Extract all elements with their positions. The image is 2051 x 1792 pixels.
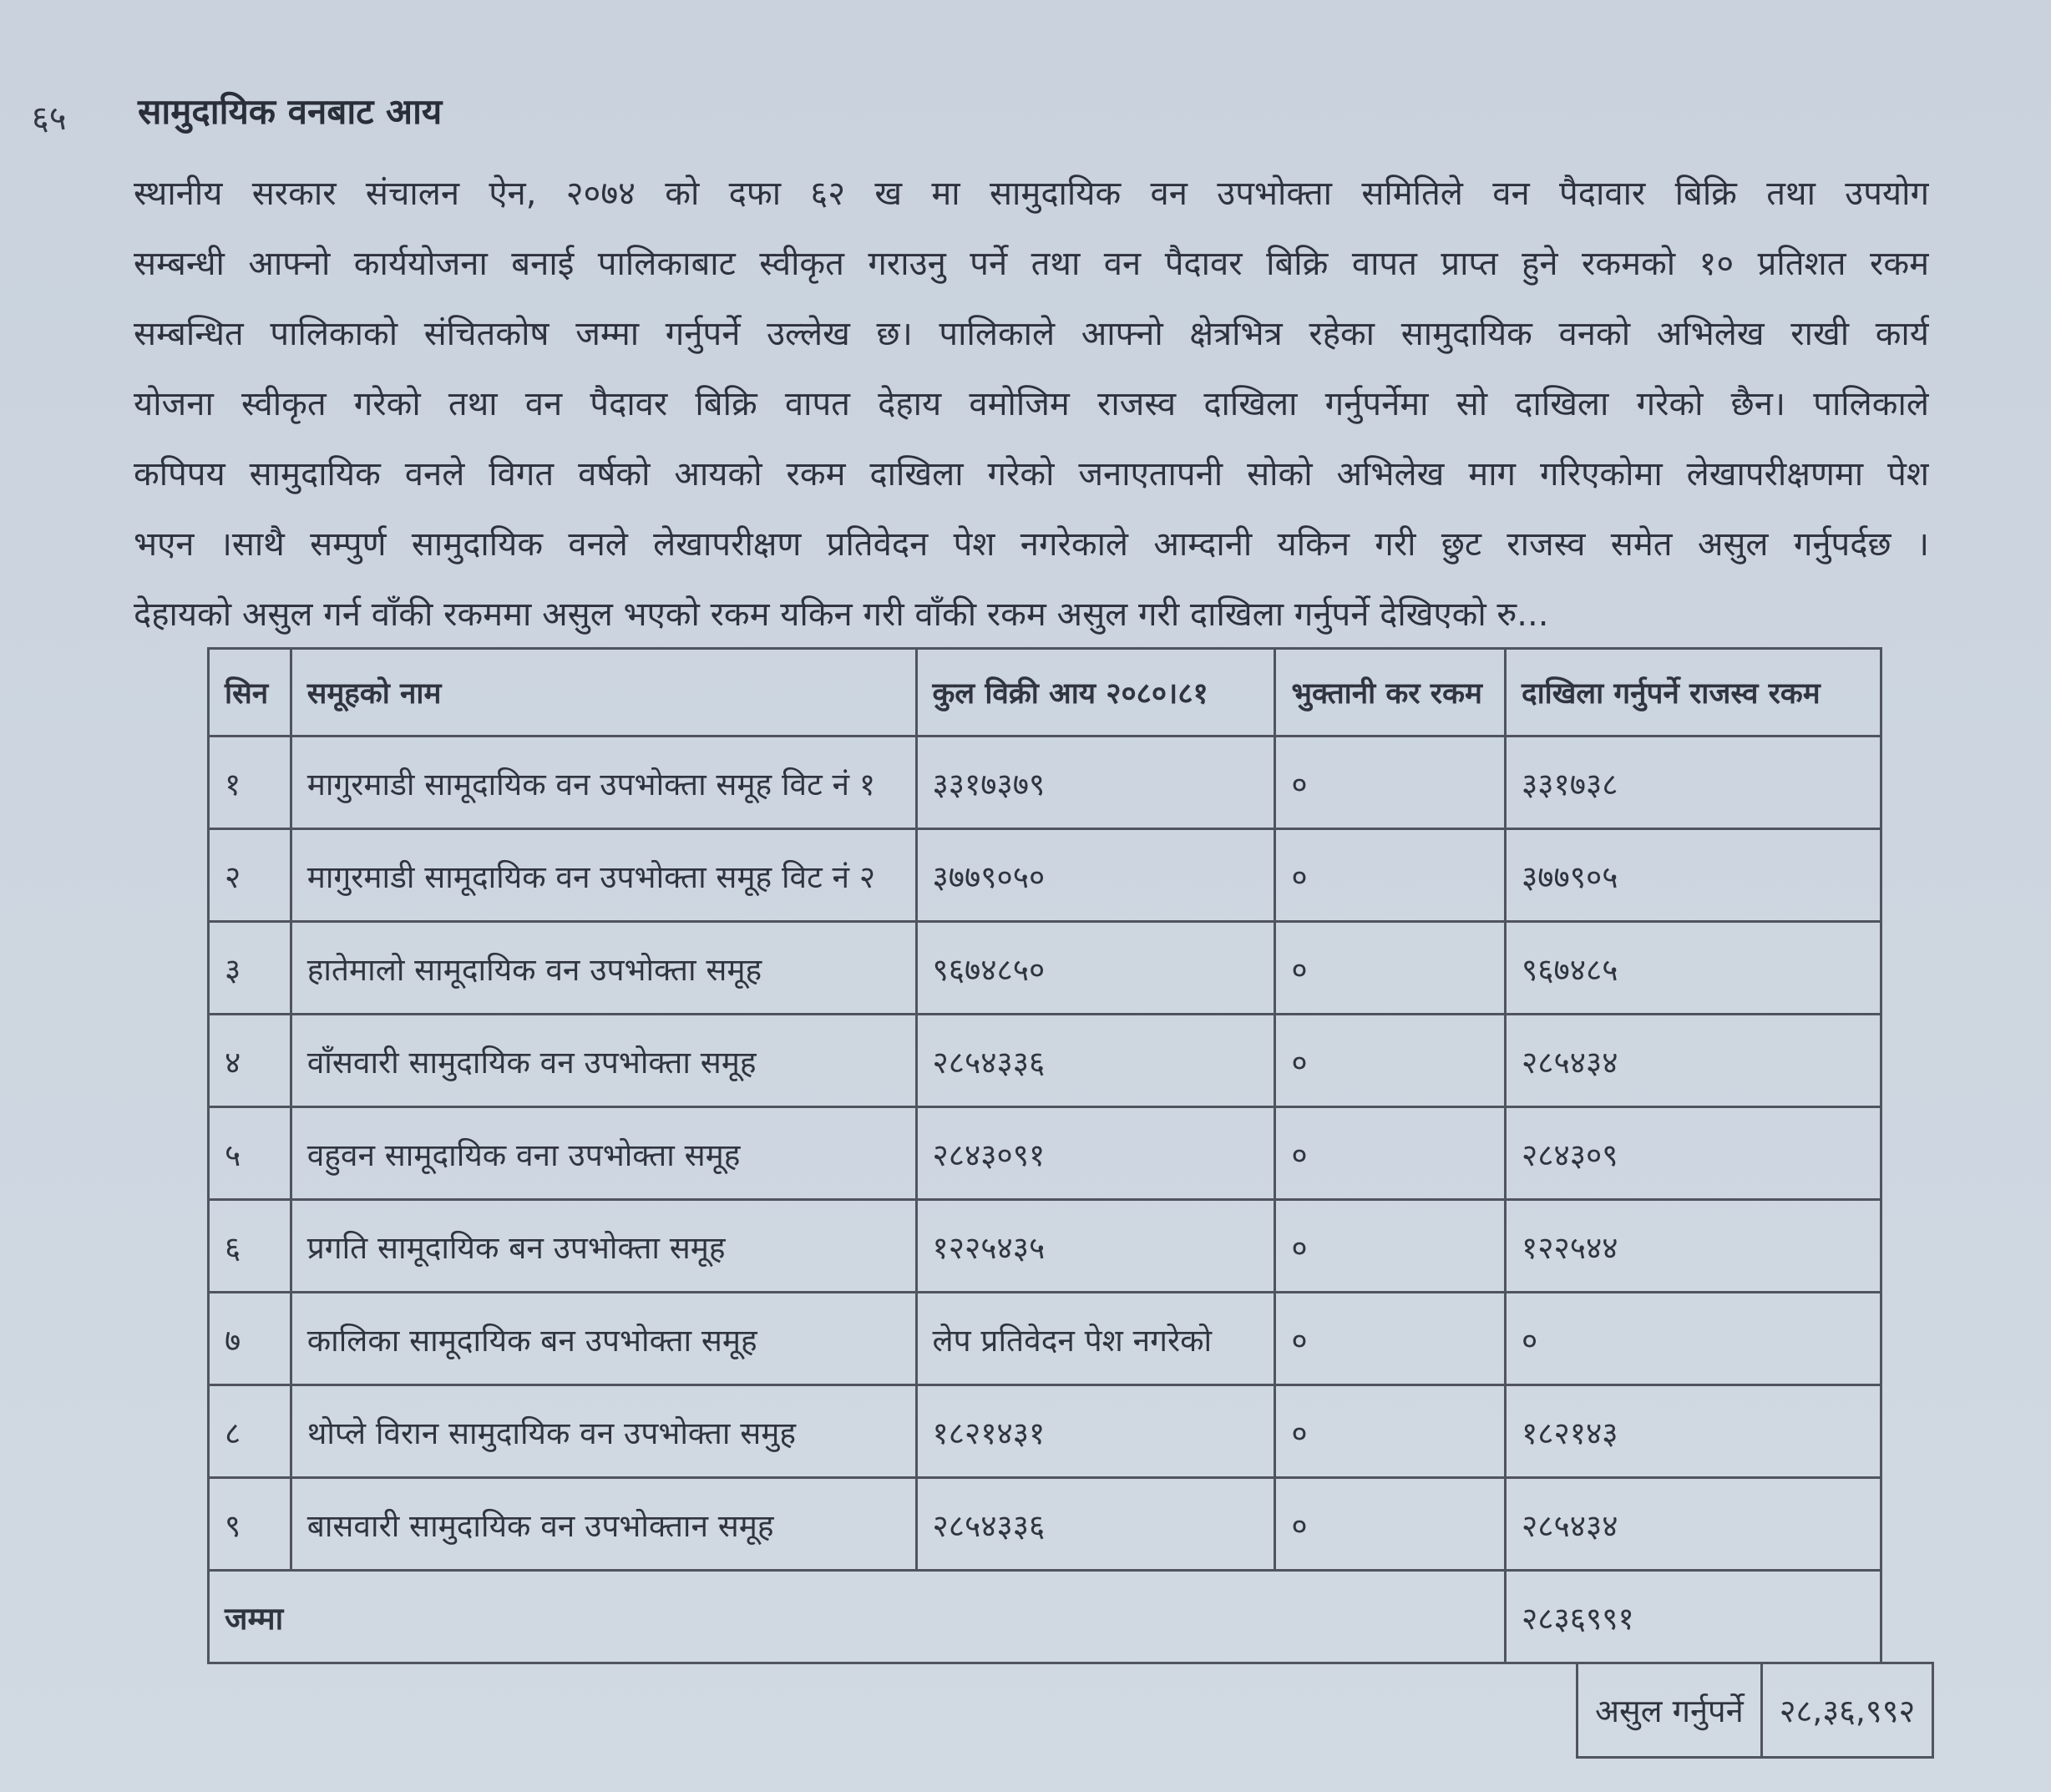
cell-total-sales: १२२५४३५ — [916, 1200, 1275, 1293]
cell-tax-paid: ० — [1275, 1015, 1506, 1107]
cell-revenue-due: ३७७९०५ — [1506, 829, 1881, 922]
cell-group-name: हातेमालो सामूदायिक वन उपभोक्ता समूह — [291, 922, 916, 1015]
cell-sn: ८ — [209, 1385, 291, 1478]
header-tax-paid: भुक्तानी कर रकम — [1275, 649, 1506, 737]
cell-revenue-due: २८४३०९ — [1506, 1107, 1881, 1200]
header-total-sales: कुल विक्री आय २०८०।८१ — [916, 649, 1275, 737]
cell-total-sales: २८५४३३६ — [916, 1478, 1275, 1571]
recovery-label: असुल गर्नुपर्ने — [1577, 1663, 1762, 1758]
paragraph-line: स्थानीय सरकार संचालन ऐन, २०७४ को दफा ६२ ख मा सामुदायिक वन उपभोक्ता समितिले वन पैदावार बिक्रि तथा उपयोग — [134, 175, 1929, 213]
cell-tax-paid: ० — [1275, 1293, 1506, 1385]
cell-total-sales: २८४३०९१ — [916, 1107, 1275, 1200]
total-label: जम्मा — [209, 1571, 1506, 1663]
table-row — [209, 1478, 1881, 1571]
table-row — [209, 1107, 1881, 1200]
cell-group-name: मागुरमाडी सामूदायिक वन उपभोक्ता समूह विट नं २ — [291, 829, 916, 922]
cell-revenue-due: ९६७४८५ — [1506, 922, 1881, 1015]
cell-group-name: वहुवन सामूदायिक वना उपभोक्ता समूह — [291, 1107, 916, 1200]
cell-tax-paid: ० — [1275, 1385, 1506, 1478]
cell-sn: ३ — [209, 922, 291, 1015]
table-header-row — [209, 649, 1881, 737]
cell-sn: ५ — [209, 1107, 291, 1200]
table-row — [209, 1293, 1881, 1385]
cell-sn: ४ — [209, 1015, 291, 1107]
table-row — [209, 1015, 1881, 1107]
cell-tax-paid: ० — [1275, 1478, 1506, 1571]
cell-total-sales: ९६७४८५० — [916, 922, 1275, 1015]
cell-revenue-due: १८२१४३ — [1506, 1385, 1881, 1478]
recovery-box — [1576, 1662, 1934, 1759]
cell-group-name: कालिका सामूदायिक बन उपभोक्ता समूह — [291, 1293, 916, 1385]
cell-group-name: थोप्ले विरान सामुदायिक वन उपभोक्ता समुह — [291, 1385, 916, 1478]
recovery-value: २८,३६,९९२ — [1761, 1663, 1932, 1758]
cell-tax-paid: ० — [1275, 1200, 1506, 1293]
cell-revenue-due: २८५४३४ — [1506, 1478, 1881, 1571]
cell-tax-paid: ० — [1275, 1107, 1506, 1200]
section-title: सामुदायिक वनबाट आय — [138, 91, 443, 132]
table-row — [209, 1200, 1881, 1293]
cell-sn: १ — [209, 737, 291, 829]
cell-sn: ९ — [209, 1478, 291, 1571]
cell-tax-paid: ० — [1275, 829, 1506, 922]
header-sn: सिन — [209, 649, 291, 737]
table-row — [209, 922, 1881, 1015]
total-value: २८३६९९१ — [1506, 1571, 1881, 1663]
section-number: ६५ — [32, 99, 67, 138]
cell-sn: ७ — [209, 1293, 291, 1385]
table-total-row — [209, 1571, 1881, 1663]
paragraph-line: भएन ।साथै सम्पुर्ण सामुदायिक वनले लेखापरीक्षण प्रतिवेदन पेश नगरेकाले आम्दानी यकिन गरी छुट राजस्व समेत असुल गर्नुपर्दछ । — [134, 525, 1929, 564]
cell-revenue-due: ० — [1506, 1293, 1881, 1385]
paragraph-line: देहायको असुल गर्न वाँकी रकममा असुल भएको रकम यकिन गरी वाँकी रकम असुल गरी दाखिला गर्नुपर्ने देखिएको रु... — [134, 595, 1549, 634]
paragraph — [134, 159, 1929, 650]
recovery-row — [1577, 1663, 1933, 1758]
cell-revenue-due: ३३१७३८ — [1506, 737, 1881, 829]
cell-total-sales: ३७७९०५० — [916, 829, 1275, 922]
paragraph-line: सम्बन्धित पालिकाको संचितकोष जम्मा गर्नुपर्ने उल्लेख छ। पालिकाले आफ्नो क्षेत्रभित्र रहेका सामुदायिक वनको अभिलेख राखी कार्य — [134, 315, 1929, 353]
cell-sn: ६ — [209, 1200, 291, 1293]
cell-revenue-due: २८५४३४ — [1506, 1015, 1881, 1107]
paragraph-line: योजना स्वीकृत गरेको तथा वन पैदावर बिक्रि वापत देहाय वमोजिम राजस्व दाखिला गर्नुपर्नेमा सो दाखिला गरेको छैन। पालिकाले — [134, 385, 1929, 423]
cell-group-name: बासवारी सामुदायिक वन उपभोक्तान समूह — [291, 1478, 916, 1571]
paragraph-line: कपिपय सामुदायिक वनले विगत वर्षको आयको रकम दाखिला गरेको जनाएतापनी सोको अभिलेख माग गरिएकोमा लेखापरीक्षणमा पेश — [134, 455, 1929, 494]
cell-total-sales: लेप प्रतिवेदन पेश नगरेको — [916, 1293, 1275, 1385]
cell-group-name: प्रगति सामूदायिक बन उपभोक्ता समूह — [291, 1200, 916, 1293]
cell-revenue-due: १२२५४४ — [1506, 1200, 1881, 1293]
table-row — [209, 829, 1881, 922]
revenue-table — [207, 647, 1882, 1664]
cell-tax-paid: ० — [1275, 922, 1506, 1015]
header-revenue-due: दाखिला गर्नुपर्ने राजस्व रकम — [1506, 649, 1881, 737]
table-row — [209, 1385, 1881, 1478]
cell-total-sales: २८५४३३६ — [916, 1015, 1275, 1107]
cell-group-name: मागुरमाडी सामूदायिक वन उपभोक्ता समूह विट नं १ — [291, 737, 916, 829]
cell-sn: २ — [209, 829, 291, 922]
paragraph-line: सम्बन्धी आफ्नो कार्ययोजना बनाई पालिकाबाट स्वीकृत गराउनु पर्ने तथा वन पैदावर बिक्रि वापत प्राप्त हुने रकमको १० प्रतिशत रकम — [134, 245, 1929, 283]
table-row — [209, 737, 1881, 829]
cell-total-sales: १८२१४३१ — [916, 1385, 1275, 1478]
header-group-name: समूहको नाम — [291, 649, 916, 737]
cell-total-sales: ३३१७३७९ — [916, 737, 1275, 829]
cell-tax-paid: ० — [1275, 737, 1506, 829]
cell-group-name: वाँसवारी सामुदायिक वन उपभोक्ता समूह — [291, 1015, 916, 1107]
